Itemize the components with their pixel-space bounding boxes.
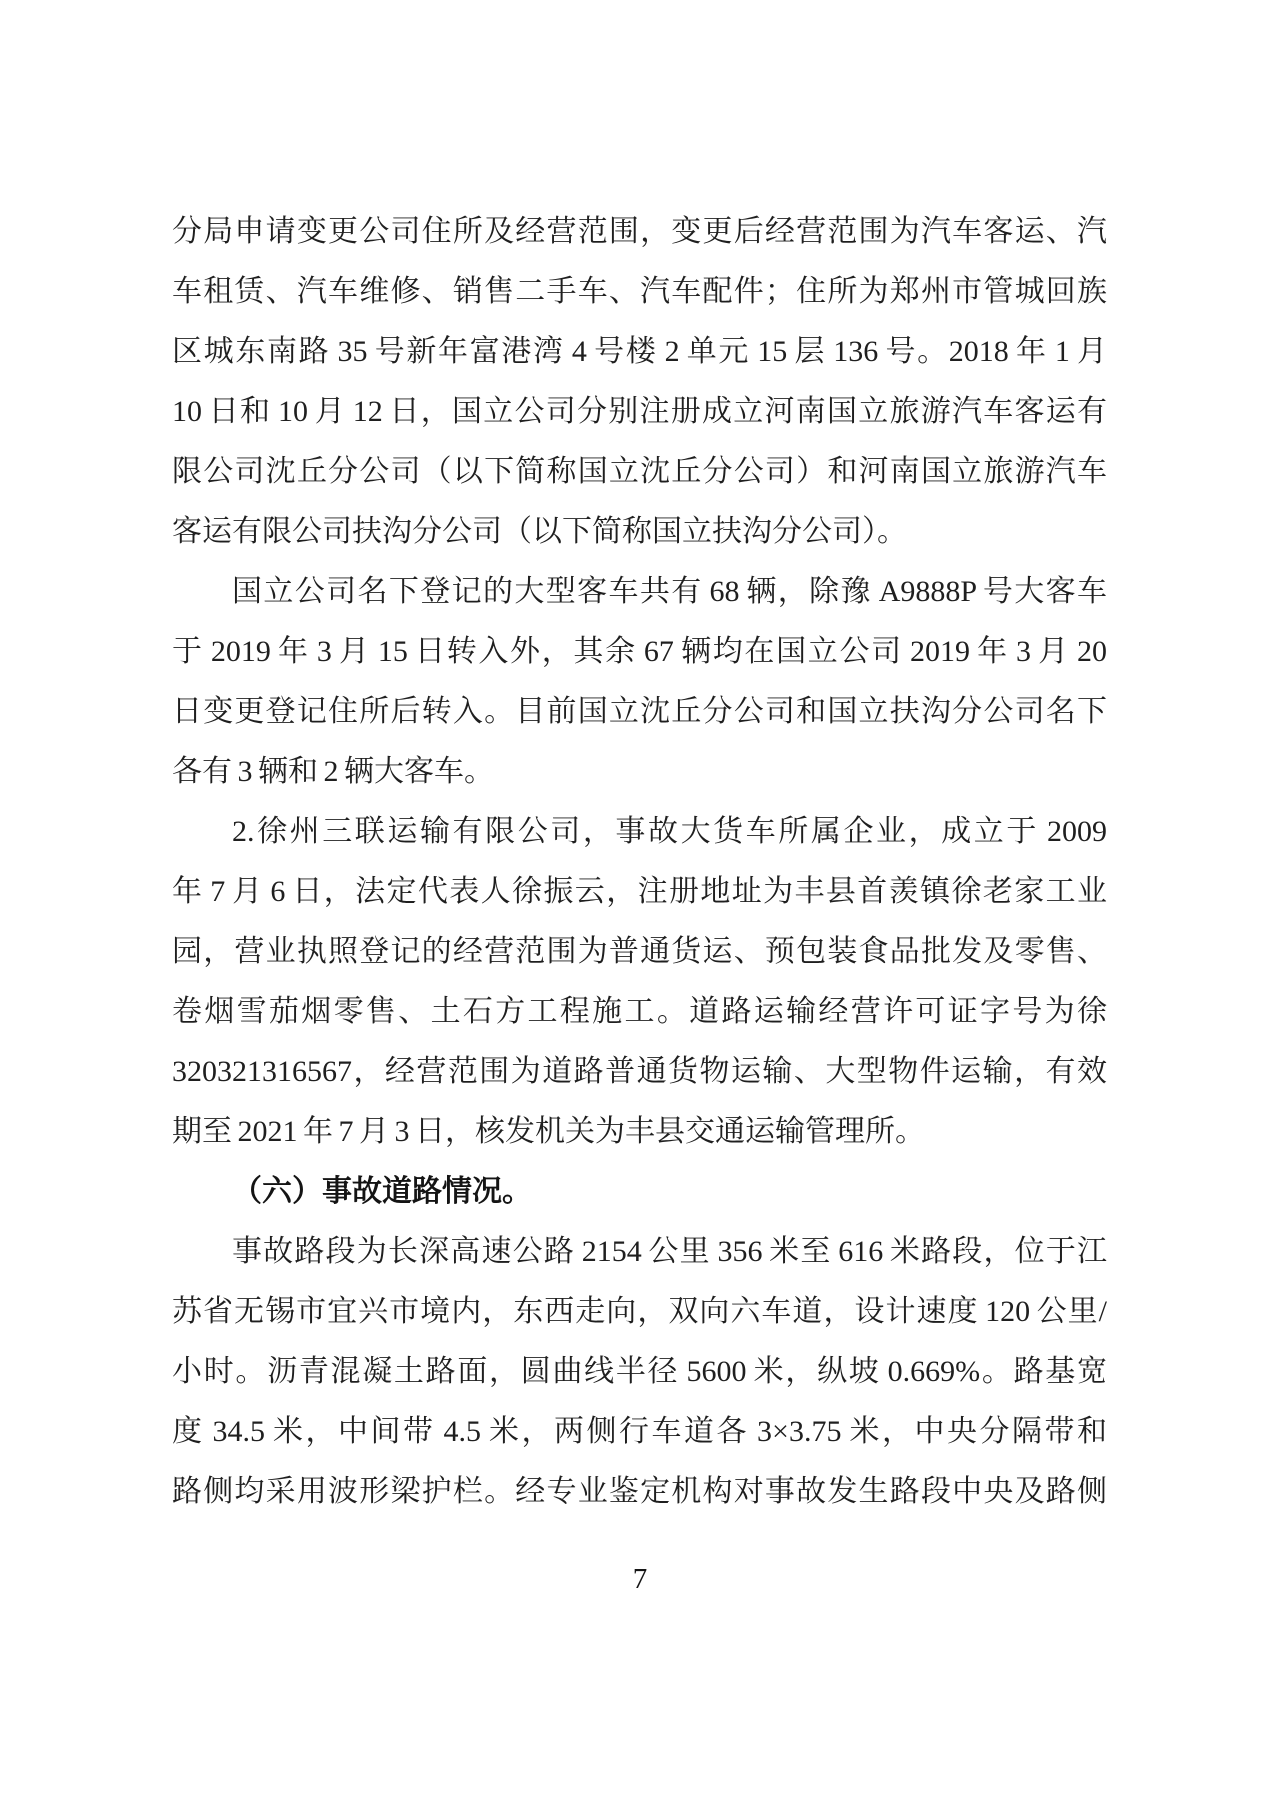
text-line: 车租赁、汽车维修、销售二手车、汽车配件；住所为郑州市管城回族 (172, 275, 1107, 308)
text-line: 320321316567，经营范围为道路普通货物运输、大型物件运输，有效 (172, 1055, 1107, 1088)
text-line: 10 日和 10 月 12 日，国立公司分别注册成立河南国立旅游汽车客运有 (172, 395, 1107, 428)
page-number: 7 (632, 1563, 648, 1595)
text-line: （六）事故道路情况。 (232, 1175, 532, 1208)
text-line: 园，营业执照登记的经营范围为普通货运、预包装食品批发及零售、 (172, 935, 1107, 968)
text-line: 年 7 月 6 日，法定代表人徐振云，注册地址为丰县首羡镇徐老家工业 (172, 875, 1107, 908)
text-line: 各有 3 辆和 2 辆大客车。 (172, 755, 494, 788)
document-body (172, 202, 1107, 1522)
para-accident-road-description (172, 1222, 1107, 1522)
text-line: 事故路段为长深高速公路 2154 公里 356 米至 616 米路段，位于江 (232, 1235, 1107, 1268)
text-line: 苏省无锡市宜兴市境内，东西走向，双向六车道，设计速度 120 公里/ (172, 1295, 1107, 1328)
text-line: 路侧均采用波形梁护栏。经专业鉴定机构对事故发生路段中央及路侧 (172, 1475, 1107, 1508)
text-line: 于 2019 年 3 月 15 日转入外，其余 67 辆均在国立公司 2019 年 3 月 20 (172, 635, 1107, 668)
text-line: 卷烟雪茄烟零售、土石方工程施工。道路运输经营许可证字号为徐 (172, 995, 1107, 1028)
text-line: 国立公司名下登记的大型客车共有 68 辆，除豫 A9888P 号大客车 (232, 575, 1107, 608)
para-xuzhou-sanlian-company (172, 802, 1107, 1162)
text-line: 2.徐州三联运输有限公司，事故大货车所属企业，成立于 2009 (232, 815, 1107, 848)
text-line: 度 34.5 米，中间带 4.5 米，两侧行车道各 3×3.75 米，中央分隔带和 (172, 1415, 1107, 1448)
para-company-scope-continuation (172, 202, 1107, 562)
text-line: 分局申请变更公司住所及经营范围，变更后经营范围为汽车客运、汽 (172, 215, 1107, 248)
heading-accident-road-section (172, 1162, 1107, 1222)
text-line: 小时。沥青混凝土路面，圆曲线半径 5600 米，纵坡 0.669%。路基宽 (172, 1355, 1107, 1388)
para-bus-registration (172, 562, 1107, 802)
text-line: 区城东南路 35 号新年富港湾 4 号楼 2 单元 15 层 136 号。2018 年 1 月 (172, 335, 1107, 368)
text-line: 日变更登记住所后转入。目前国立沈丘分公司和国立扶沟分公司名下 (172, 695, 1107, 728)
text-line: 限公司沈丘分公司（以下简称国立沈丘分公司）和河南国立旅游汽车 (172, 455, 1107, 488)
text-line: 客运有限公司扶沟分公司（以下简称国立扶沟分公司）。 (172, 515, 907, 548)
text-line: 期至 2021 年 7 月 3 日，核发机关为丰县交通运输管理所。 (172, 1115, 925, 1148)
